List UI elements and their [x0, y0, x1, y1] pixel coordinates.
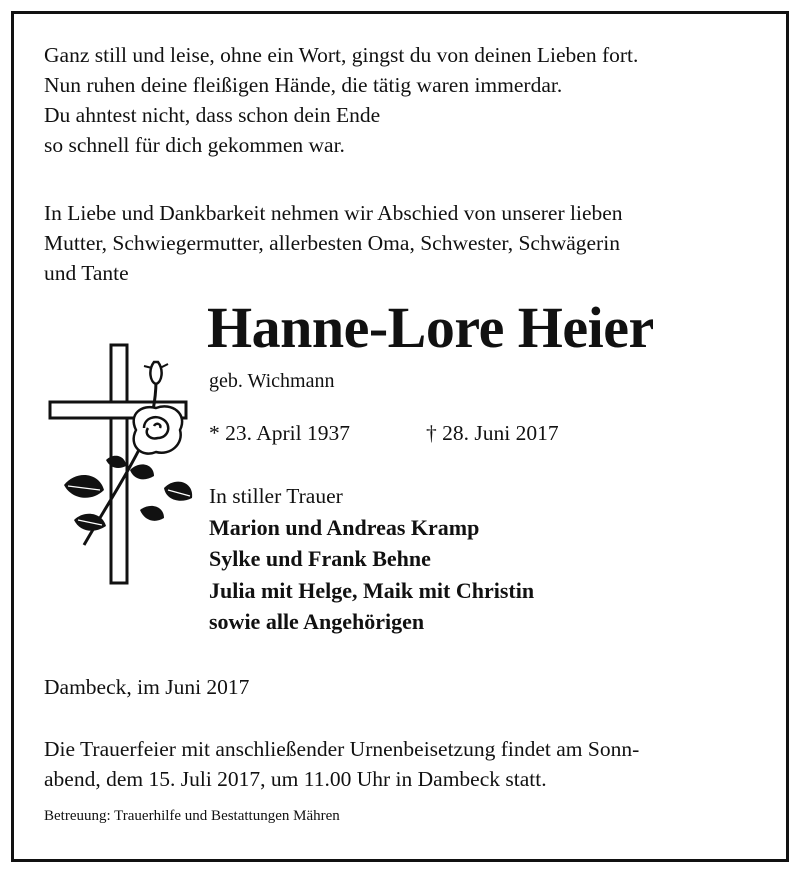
mourner-line: Julia mit Helge, Maik mit Christin [209, 578, 535, 603]
poem-line: Du ahntest nicht, dass schon dein Ende [44, 103, 381, 127]
care-note: Betreuung: Trauerhilfe und Bestattungen Mähren [44, 808, 340, 824]
cross-with-rose-icon [44, 340, 194, 585]
mourner-line: Sylke und Frank Behne [209, 546, 431, 571]
intro-line: und Tante [44, 261, 129, 285]
maiden-name: geb. Wichmann [209, 370, 335, 392]
mourner-line: sowie alle Angehörigen [209, 609, 425, 634]
deceased-name: Hanne-Lore Heier [207, 295, 654, 360]
death-date: † 28. Juni 2017 [426, 421, 559, 445]
funeral-line: Die Trauerfeier mit anschließender Urnenbeisetzung findet am Sonn- [44, 737, 640, 761]
mourner-line: Marion und Andreas Kramp [209, 515, 480, 540]
poem-line: Ganz still und leise, ohne ein Wort, gingst du von deinen Lieben fort. [44, 43, 639, 67]
intro-line: In Liebe und Dankbarkeit nehmen wir Abschied von unserer lieben [44, 201, 623, 225]
funeral-line: abend, dem 15. Juli 2017, um 11.00 Uhr in Dambeck statt. [44, 767, 547, 791]
poem-line: Nun ruhen deine fleißigen Hände, die tätig waren immerdar. [44, 73, 563, 97]
poem-line: so schnell für dich gekommen war. [44, 133, 345, 157]
place-date: Dambeck, im Juni 2017 [44, 675, 250, 699]
birth-date: * 23. April 1937 [209, 421, 350, 445]
intro-line: Mutter, Schwiegermutter, allerbesten Oma, Schwester, Schwägerin [44, 231, 620, 255]
mourners-intro: In stiller Trauer [209, 484, 343, 508]
